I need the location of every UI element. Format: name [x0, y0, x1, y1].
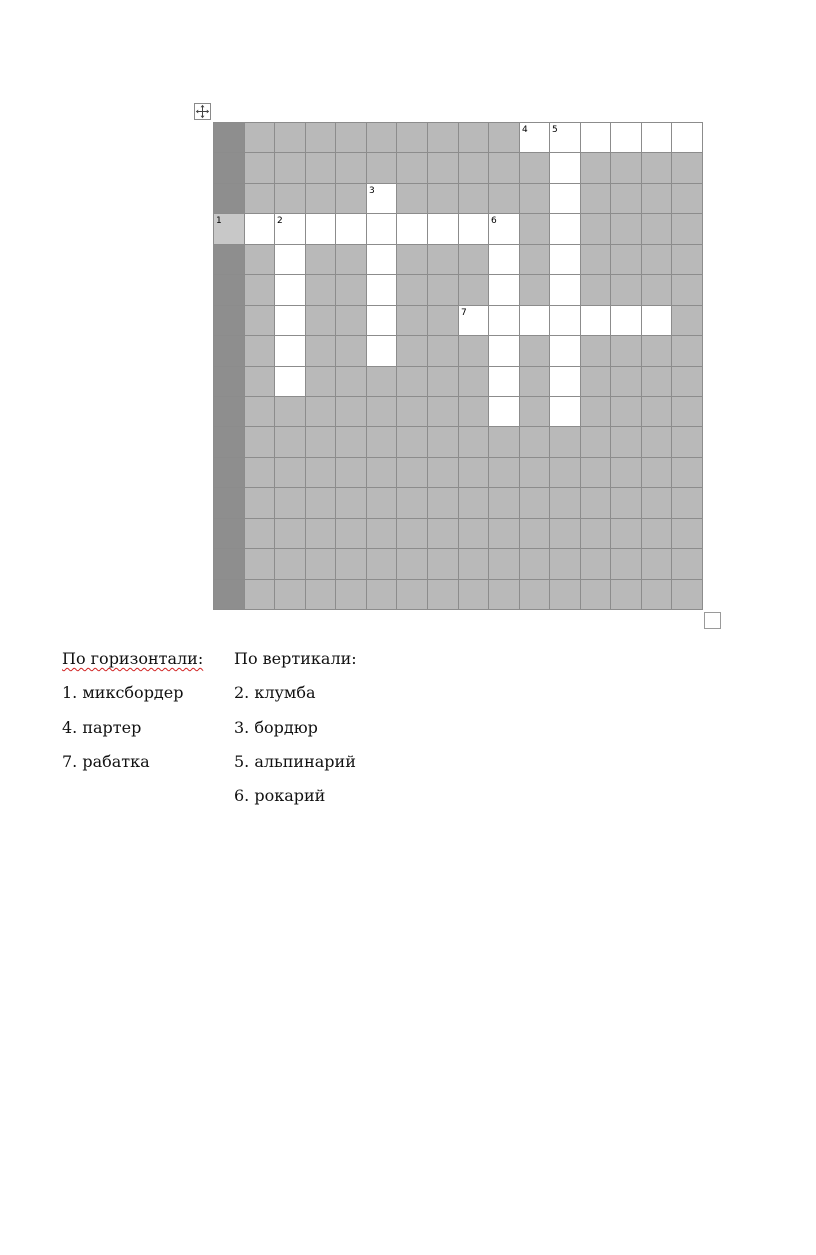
crossword-block-cell: [611, 427, 642, 458]
crossword-block-cell: [611, 336, 642, 367]
crossword-block-cell: [336, 153, 367, 184]
crossword-block-cell: [275, 153, 306, 184]
crossword-answer-cell[interactable]: [550, 123, 581, 153]
crossword-block-cell: [245, 397, 275, 427]
crossword-block-cell: [397, 397, 428, 427]
crossword-grid: [213, 122, 703, 610]
crossword-block-cell: [489, 549, 520, 580]
crossword-block-cell: [275, 427, 306, 458]
crossword-block-cell: [611, 580, 642, 610]
crossword-answer-cell[interactable]: [367, 336, 397, 367]
crossword-answer-cell[interactable]: [520, 306, 550, 336]
crossword-block-cell: [336, 184, 367, 214]
crossword-block-cell: [336, 549, 367, 580]
crossword-block-cell: [397, 427, 428, 458]
crossword-answer-cell[interactable]: [550, 245, 581, 275]
crossword-answer-cell[interactable]: [245, 214, 275, 245]
crossword-answer-cell[interactable]: [489, 275, 520, 306]
crossword-block-cell: [245, 367, 275, 397]
crossword-answer-cell[interactable]: [367, 184, 397, 214]
crossword-block-cell: [428, 427, 459, 458]
across-clue-1: 1. миксбордер: [62, 683, 184, 703]
crossword-block-cell: [397, 367, 428, 397]
crossword-block-cell: [336, 580, 367, 610]
crossword-block-cell: [611, 214, 642, 245]
crossword-block-cell: [642, 153, 672, 184]
crossword-block-cell: [459, 123, 489, 153]
crossword-block-cell: [550, 580, 581, 610]
crossword-block-cell: [397, 245, 428, 275]
crossword-block-cell: [306, 519, 336, 549]
crossword-block-cell: [306, 458, 336, 488]
crossword-answer-cell[interactable]: [275, 306, 306, 336]
crossword-answer-cell[interactable]: [672, 123, 703, 153]
crossword-block-cell: [336, 275, 367, 306]
crossword-block-cell: [581, 488, 611, 519]
crossword-block-cell: [459, 367, 489, 397]
clue-number: 1: [216, 216, 222, 226]
crossword-block-cell: [397, 580, 428, 610]
crossword-block-cell: [672, 275, 703, 306]
crossword-block-cell: [397, 519, 428, 549]
crossword-block-cell: [275, 184, 306, 214]
crossword-block-cell: [306, 488, 336, 519]
crossword-block-cell: [642, 519, 672, 549]
crossword-block-cell: [306, 275, 336, 306]
crossword-block-cell: [245, 123, 275, 153]
crossword-block-cell: [306, 184, 336, 214]
crossword-answer-cell[interactable]: [550, 367, 581, 397]
crossword-block-cell: [642, 245, 672, 275]
crossword-block-cell: [367, 397, 397, 427]
crossword-block-cell: [214, 275, 245, 306]
crossword-block-cell: [367, 153, 397, 184]
crossword-block-cell: [611, 184, 642, 214]
crossword-block-cell: [275, 580, 306, 610]
crossword-block-cell: [245, 245, 275, 275]
crossword-answer-cell[interactable]: [428, 214, 459, 245]
crossword-block-cell: [459, 580, 489, 610]
crossword-answer-cell[interactable]: [306, 214, 336, 245]
crossword-block-cell: [520, 275, 550, 306]
crossword-block-cell: [306, 123, 336, 153]
crossword-block-cell: [336, 306, 367, 336]
crossword-block-cell: [245, 184, 275, 214]
crossword-block-cell: [306, 580, 336, 610]
crossword-block-cell: [245, 153, 275, 184]
crossword-block-cell: [336, 336, 367, 367]
crossword-block-cell: [459, 519, 489, 549]
crossword-answer-cell[interactable]: [520, 123, 550, 153]
crossword-block-cell: [214, 580, 245, 610]
crossword-answer-cell[interactable]: [397, 214, 428, 245]
crossword-block-cell: [672, 184, 703, 214]
down-clues: [234, 648, 357, 819]
crossword-answer-cell[interactable]: [489, 397, 520, 427]
crossword-block-cell: [611, 275, 642, 306]
crossword-answer-cell[interactable]: [459, 306, 489, 336]
crossword-block-cell: [367, 123, 397, 153]
crossword-block-cell: [275, 123, 306, 153]
crossword-block-cell: [245, 336, 275, 367]
crossword-answer-cell[interactable]: [489, 306, 520, 336]
crossword-block-cell: [428, 397, 459, 427]
crossword-block-cell: [520, 184, 550, 214]
crossword-block-cell: [672, 549, 703, 580]
crossword-block-cell: [672, 488, 703, 519]
crossword-block-cell: [642, 336, 672, 367]
crossword-block-cell: [550, 549, 581, 580]
crossword-answer-cell[interactable]: [550, 397, 581, 427]
crossword-block-cell: [550, 488, 581, 519]
crossword-block-cell: [672, 397, 703, 427]
crossword-block-cell: [520, 397, 550, 427]
crossword-answer-cell[interactable]: [550, 153, 581, 184]
crossword-block-cell: [642, 488, 672, 519]
crossword-block-cell: [489, 580, 520, 610]
crossword-block-cell: [581, 458, 611, 488]
crossword-block-cell: [611, 458, 642, 488]
clue-number: 7: [461, 308, 467, 318]
crossword-block-cell: [367, 519, 397, 549]
crossword-block-cell: [642, 549, 672, 580]
crossword-block-cell: [214, 519, 245, 549]
crossword-block-cell: [397, 336, 428, 367]
crossword-block-cell: [275, 488, 306, 519]
clue-number: 3: [369, 186, 375, 196]
crossword-answer-cell[interactable]: [459, 214, 489, 245]
crossword-block-cell: [306, 306, 336, 336]
crossword-block-cell: [550, 427, 581, 458]
crossword-block-cell: [397, 458, 428, 488]
crossword-block-cell: [520, 245, 550, 275]
crossword-answer-cell[interactable]: [550, 275, 581, 306]
crossword-block-cell: [367, 427, 397, 458]
crossword-block-cell: [489, 427, 520, 458]
down-clue-2: 2. клумба: [234, 683, 316, 703]
crossword-block-cell: [397, 488, 428, 519]
crossword-block-cell: [367, 549, 397, 580]
crossword-block-cell: [581, 214, 611, 245]
crossword-answer-cell[interactable]: [367, 275, 397, 306]
across-clue-7: 7. рабатка: [62, 751, 150, 771]
crossword-block-cell: [306, 367, 336, 397]
clue-number: 4: [522, 125, 528, 135]
down-clue-5: 5. альпинарий: [234, 751, 356, 771]
crossword-block-cell: [459, 184, 489, 214]
crossword-block-cell: [489, 123, 520, 153]
crossword-block-cell: [581, 336, 611, 367]
crossword-block-cell: [672, 427, 703, 458]
crossword-block-cell: [336, 245, 367, 275]
crossword-block-cell: [214, 306, 245, 336]
crossword-block-cell: [581, 580, 611, 610]
crossword-block-cell: [214, 214, 245, 245]
crossword-answer-cell[interactable]: [581, 306, 611, 336]
crossword-block-cell: [306, 427, 336, 458]
crossword-block-cell: [581, 519, 611, 549]
crossword-block-cell: [520, 519, 550, 549]
crossword-block-cell: [459, 427, 489, 458]
crossword-block-cell: [581, 427, 611, 458]
crossword-block-cell: [214, 367, 245, 397]
crossword-block-cell: [245, 275, 275, 306]
crossword-block-cell: [428, 367, 459, 397]
crossword-block-cell: [214, 549, 245, 580]
crossword-block-cell: [214, 184, 245, 214]
crossword-block-cell: [306, 336, 336, 367]
crossword-answer-cell[interactable]: [642, 306, 672, 336]
crossword-block-cell: [459, 549, 489, 580]
crossword-block-cell: [428, 306, 459, 336]
crossword-block-cell: [672, 458, 703, 488]
crossword-block-cell: [214, 488, 245, 519]
crossword-block-cell: [550, 458, 581, 488]
crossword-block-cell: [367, 458, 397, 488]
crossword-block-cell: [214, 427, 245, 458]
crossword-block-cell: [275, 549, 306, 580]
crossword-block-cell: [642, 458, 672, 488]
across-clues: [62, 648, 203, 785]
crossword-block-cell: [520, 580, 550, 610]
crossword-block-cell: [581, 184, 611, 214]
crossword-block-cell: [611, 367, 642, 397]
crossword-block-cell: [245, 549, 275, 580]
crossword-block-cell: [581, 153, 611, 184]
crossword-block-cell: [642, 367, 672, 397]
crossword-block-cell: [642, 427, 672, 458]
crossword-block-cell: [214, 245, 245, 275]
down-clue-6: 6. рокарий: [234, 786, 326, 806]
down-title: По вертикали:: [234, 649, 357, 668]
crossword-block-cell: [581, 275, 611, 306]
crossword-block-cell: [428, 336, 459, 367]
crossword-block-cell: [611, 549, 642, 580]
crossword-block-cell: [397, 123, 428, 153]
clue-number: 2: [277, 216, 283, 226]
crossword-block-cell: [428, 580, 459, 610]
crossword-block-cell: [397, 306, 428, 336]
crossword-block-cell: [214, 123, 245, 153]
clue-number: 5: [552, 125, 558, 135]
crossword-block-cell: [245, 306, 275, 336]
crossword-answer-cell[interactable]: [275, 245, 306, 275]
crossword-block-cell: [672, 306, 703, 336]
crossword-block-cell: [214, 458, 245, 488]
crossword-block-cell: [336, 427, 367, 458]
crossword-block-cell: [642, 214, 672, 245]
crossword-answer-cell[interactable]: [581, 123, 611, 153]
crossword-answer-cell[interactable]: [611, 306, 642, 336]
crossword-block-cell: [489, 488, 520, 519]
crossword-block-cell: [397, 153, 428, 184]
crossword-block-cell: [459, 245, 489, 275]
crossword-block-cell: [214, 336, 245, 367]
crossword-block-cell: [672, 336, 703, 367]
crossword-answer-cell[interactable]: [275, 275, 306, 306]
crossword-answer-cell[interactable]: [489, 214, 520, 245]
crossword-block-cell: [550, 519, 581, 549]
crossword-block-cell: [520, 488, 550, 519]
crossword-answer-cell[interactable]: [611, 123, 642, 153]
crossword-block-cell: [459, 488, 489, 519]
crossword-block-cell: [520, 214, 550, 245]
crossword-answer-cell[interactable]: [275, 214, 306, 245]
crossword-block-cell: [336, 367, 367, 397]
crossword-block-cell: [489, 153, 520, 184]
crossword-block-cell: [672, 367, 703, 397]
crossword-block-cell: [489, 519, 520, 549]
across-title: По горизонтали:: [62, 649, 204, 668]
crossword-block-cell: [336, 458, 367, 488]
crossword-answer-cell[interactable]: [367, 306, 397, 336]
crossword-block-cell: [245, 458, 275, 488]
crossword-block-cell: [428, 488, 459, 519]
crossword-block-cell: [642, 275, 672, 306]
crossword-block-cell: [306, 397, 336, 427]
crossword-block-cell: [428, 458, 459, 488]
crossword-block-cell: [459, 397, 489, 427]
crossword-block-cell: [581, 245, 611, 275]
crossword-block-cell: [428, 549, 459, 580]
crossword-block-cell: [520, 458, 550, 488]
crossword-block-cell: [306, 245, 336, 275]
crossword-block-cell: [611, 488, 642, 519]
crossword-block-cell: [245, 519, 275, 549]
crossword-block-cell: [214, 153, 245, 184]
crossword-block-cell: [397, 549, 428, 580]
crossword-block-cell: [459, 153, 489, 184]
crossword-answer-cell[interactable]: [642, 123, 672, 153]
crossword-block-cell: [397, 184, 428, 214]
crossword-block-cell: [428, 275, 459, 306]
crossword-block-cell: [214, 397, 245, 427]
crossword-block-cell: [520, 427, 550, 458]
crossword-answer-cell[interactable]: [275, 336, 306, 367]
crossword-answer-cell[interactable]: [275, 367, 306, 397]
crossword-block-cell: [611, 153, 642, 184]
crossword-block-cell: [611, 397, 642, 427]
crossword-block-cell: [459, 336, 489, 367]
crossword-answer-cell[interactable]: [550, 184, 581, 214]
crossword-block-cell: [581, 367, 611, 397]
crossword-block-cell: [672, 519, 703, 549]
crossword-block-cell: [642, 580, 672, 610]
crossword-block-cell: [642, 397, 672, 427]
crossword-block-cell: [520, 336, 550, 367]
crossword-block-cell: [397, 275, 428, 306]
crossword-block-cell: [245, 488, 275, 519]
crossword-block-cell: [428, 153, 459, 184]
crossword-block-cell: [672, 580, 703, 610]
crossword-block-cell: [520, 549, 550, 580]
crossword-block-cell: [489, 458, 520, 488]
crossword-block-cell: [428, 123, 459, 153]
crossword-block-cell: [672, 245, 703, 275]
crossword-block-cell: [520, 153, 550, 184]
crossword-block-cell: [275, 397, 306, 427]
across-clue-4: 4. партер: [62, 717, 142, 737]
table-move-handle-icon[interactable]: [194, 103, 211, 120]
crossword-block-cell: [275, 458, 306, 488]
crossword-block-cell: [489, 184, 520, 214]
crossword-answer-cell[interactable]: [550, 336, 581, 367]
table-resize-handle[interactable]: [704, 612, 721, 629]
crossword-block-cell: [245, 580, 275, 610]
crossword-block-cell: [611, 519, 642, 549]
crossword-answer-cell[interactable]: [336, 214, 367, 245]
crossword-block-cell: [336, 123, 367, 153]
crossword-block-cell: [336, 488, 367, 519]
crossword-block-cell: [459, 458, 489, 488]
crossword-answer-cell[interactable]: [489, 245, 520, 275]
crossword-answer-cell[interactable]: [550, 214, 581, 245]
crossword-answer-cell[interactable]: [550, 306, 581, 336]
crossword-block-cell: [581, 549, 611, 580]
clue-number: 6: [491, 216, 497, 226]
crossword-block-cell: [367, 367, 397, 397]
crossword-block-cell: [428, 184, 459, 214]
crossword-block-cell: [581, 397, 611, 427]
crossword-block-cell: [367, 488, 397, 519]
crossword-block-cell: [245, 427, 275, 458]
crossword-answer-cell[interactable]: [489, 336, 520, 367]
crossword-block-cell: [306, 549, 336, 580]
crossword-block-cell: [336, 397, 367, 427]
crossword-block-cell: [520, 367, 550, 397]
crossword-answer-cell[interactable]: [489, 367, 520, 397]
crossword-answer-cell[interactable]: [367, 214, 397, 245]
crossword-block-cell: [672, 153, 703, 184]
crossword-block-cell: [275, 519, 306, 549]
crossword-block-cell: [336, 519, 367, 549]
crossword-block-cell: [672, 214, 703, 245]
crossword-block-cell: [367, 580, 397, 610]
crossword-block-cell: [642, 184, 672, 214]
crossword-block-cell: [611, 245, 642, 275]
crossword-answer-cell[interactable]: [367, 245, 397, 275]
crossword-block-cell: [306, 153, 336, 184]
crossword-block-cell: [428, 245, 459, 275]
crossword-block-cell: [459, 275, 489, 306]
down-clue-3: 3. бордюр: [234, 717, 318, 737]
crossword-block-cell: [428, 519, 459, 549]
